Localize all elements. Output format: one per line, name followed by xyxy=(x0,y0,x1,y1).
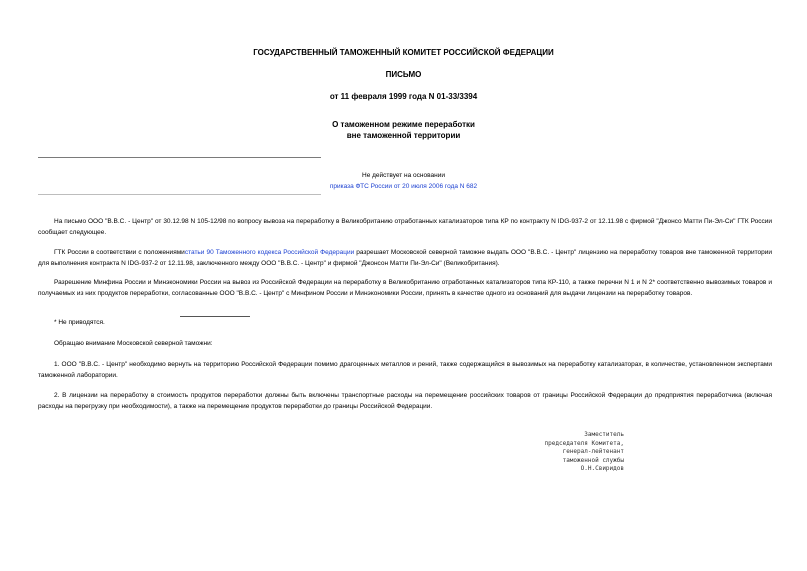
signature-line-1: Заместитель xyxy=(584,431,624,438)
status-link[interactable]: приказа ФТС России от 20 июля 2006 года N 682 xyxy=(329,183,478,190)
status-text: Не действует на основании xyxy=(362,172,445,179)
document-date-number: от 11 февраля 1999 года N 01-33/3394 xyxy=(329,92,478,101)
paragraph-1: На письмо ООО "В.В.С. - Центр" от 30.12.98 N 105-12/98 по вопросу вывоза на переработку в Великобританию отработанных катализаторов типа КР по контракту N IDG-937-2 от 12.11.98 с фирмой "Джонсо Матти Пи-Эл-Си" ГТК России сообщает следующее. xyxy=(38,218,772,236)
subject-line-2: вне таможенной территории xyxy=(346,131,461,140)
paragraph-2-end: разрешает Московской северной таможне выдать ООО "В.В.С. - Центр" лицензию на переработку товаров вне таможенной территории для выполнения контракта N IDG-937-2 от 12.11.98, заключенного между ООО "В.В.С. - Центр" и фирмой "Джонсон Матти Пи-Эл-Си" (Великобритания). xyxy=(38,249,772,267)
document-type: ПИСЬМО xyxy=(385,70,422,79)
signature-line-4: таможенной службы xyxy=(562,456,624,464)
footnote: * Не приводятся. xyxy=(54,319,105,326)
paragraph-4: Обращаю внимание Московской северной таможни: xyxy=(54,340,213,347)
paragraph-6: 2. В лицензии на переработку в стоимость продуктов переработки должны быть включены транспортные расходы на перемещение российских товаров от границы Российской Федерации до предприятия переработчика (включая расходы на перегрузку при необходимости), а также на перемещение продуктов переработки до границы Российской Федерации. xyxy=(38,392,772,410)
subject-line-1: О таможенном режиме переработки xyxy=(332,120,475,129)
paragraph-3: Разрешение Минфина России и Минэкономики России на вывоз из Российской Федерации на переработку в Великобританию отработанных катализаторов типа КР-110, а также перечни N 1 и N 2* соответственно вывозимых товаров и получаемых из них продуктов переработки, согласованные ООО "В.В.С. - Центр" с Минфином России и Минэкономики России, принять в качестве одного из оснований для выдачи лицензии на переработку товаров. xyxy=(38,279,772,297)
document-status xyxy=(0,170,807,192)
paragraph-5: 1. ООО "В.В.С. - Центр" необходимо вернуть на территорию Российской Федерации помимо драгоценных металлов и рений, также содержащийся в вывозимых на переработку катализаторах, в количестве, установленном экспертами таможенной лаборатории. xyxy=(38,361,772,379)
document-subject xyxy=(0,119,807,141)
paragraph-2 xyxy=(38,248,772,269)
signature-line-2: председателя Комитета, xyxy=(544,439,624,447)
signature-block xyxy=(500,431,624,474)
signature-name: О.Н.Свиридов xyxy=(580,465,624,473)
paragraph-2-start: ГТК России в соответствии с положениями xyxy=(54,249,185,256)
footnote-divider xyxy=(180,316,250,317)
header-divider xyxy=(38,157,321,158)
header-organization: ГОСУДАРСТВЕННЫЙ ТАМОЖЕННЫЙ КОМИТЕТ РОССИЙСКОЙ ФЕДЕРАЦИИ xyxy=(253,48,554,57)
customs-code-link[interactable]: статьи 90 Таможенного кодекса Российской Федерации xyxy=(184,249,355,256)
status-divider xyxy=(38,194,321,195)
signature-line-3: генерал-лейтенант xyxy=(562,448,624,456)
